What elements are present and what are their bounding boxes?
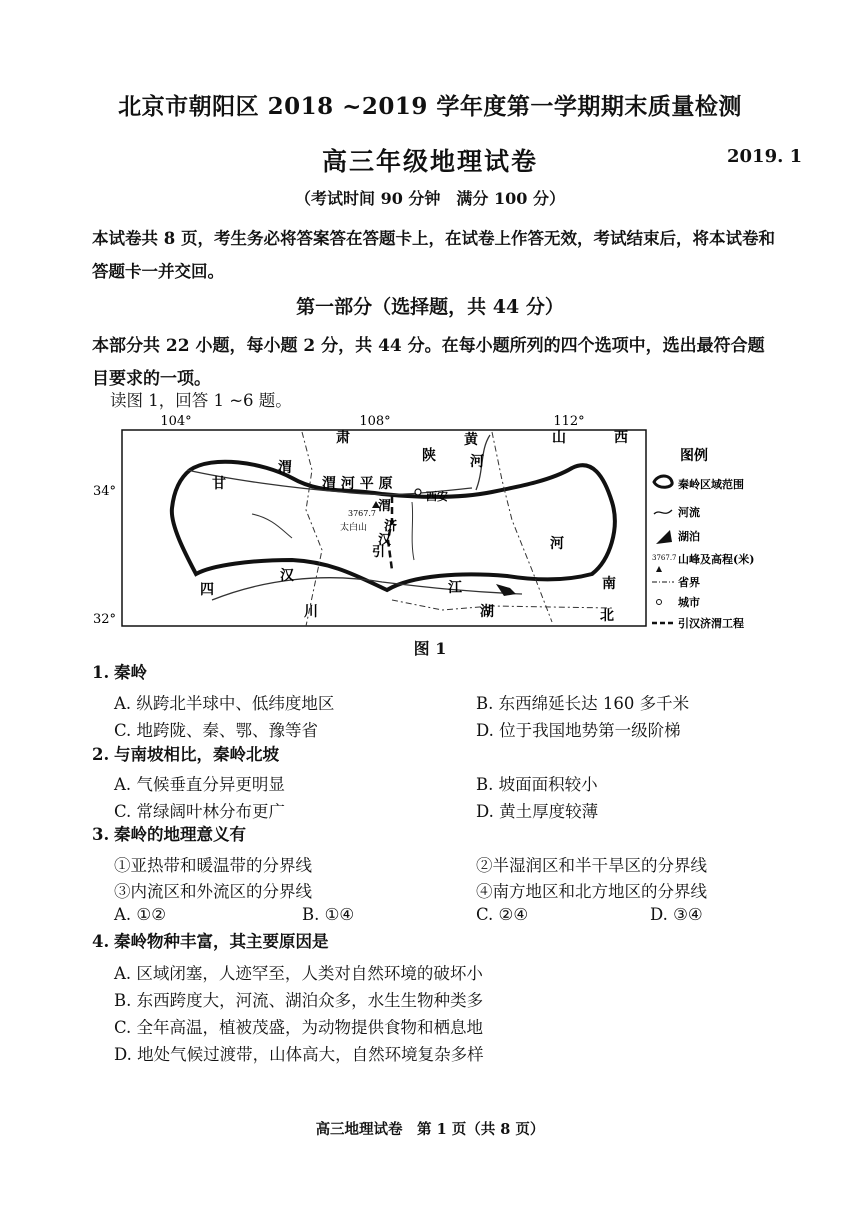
figure-caption: 图 1	[413, 639, 447, 658]
lon-label-104: 104°	[160, 414, 192, 429]
question-2-number: 2.	[92, 745, 110, 764]
legend-city-symbol	[657, 600, 662, 605]
legend-peak-label: 山峰及高程(米)	[678, 553, 755, 566]
question-3-statement-3: ③内流区和外流区的分界线	[114, 882, 312, 901]
question-4-option-c: C. 全年高温，植被茂盛，为动物提供食物和栖息地	[114, 1018, 484, 1037]
label-yin: 引	[372, 545, 386, 560]
legend-lake-symbol	[656, 530, 672, 544]
label-huang: 黄	[464, 432, 478, 448]
question-4-option-d: D. 地处气候过渡带，山体高大，自然环境复杂多样	[114, 1045, 484, 1064]
question-1-stem: 秦岭	[114, 663, 147, 682]
label-project-wei: 渭	[378, 499, 392, 514]
question-3-statement-4: ④南方地区和北方地区的分界线	[476, 882, 707, 901]
question-4-stem: 秦岭物种丰富，其主要原因是	[114, 932, 329, 951]
question-3-option-b: B. ①④	[302, 905, 355, 924]
label-ji: 济	[384, 519, 398, 534]
question-3-statement-2: ②半湿润区和半干旱区的分界线	[476, 856, 707, 875]
legend-title: 图例	[680, 448, 708, 464]
label-he-river: 河	[470, 454, 484, 470]
question-3-number: 3.	[92, 825, 110, 844]
question-4-number: 4.	[92, 932, 110, 951]
exam-instructions: 本试卷共 8 页，考生务必将答案答在答题卡上，在试卷上作答无效，考试结束后，将本试卷和答题卡一并交回。	[92, 229, 775, 281]
tributary-river	[412, 502, 414, 560]
question-4-option-b: B. 东西跨度大，河流、湖泊众多，水生生物种类多	[114, 991, 484, 1010]
tributary-river	[252, 514, 292, 538]
question-1-option-a: A. 纵跨北半球中、低纬度地区	[114, 694, 335, 713]
question-2-option-d: D. 黄土厚度较薄	[476, 802, 599, 821]
question-3-option-d: D. ③④	[650, 905, 703, 924]
lake-shape	[496, 584, 516, 596]
section-title: 第一部分（选择题，共 44 分）	[296, 296, 564, 318]
label-taibai-mountain: 太白山	[340, 523, 368, 533]
label-xi-shanxi: 西	[614, 430, 628, 446]
lon-label-108: 108°	[359, 414, 391, 429]
province-border	[392, 600, 612, 610]
exam-time-info: （考试时间 90 分钟 满分 100 分）	[295, 189, 565, 208]
question-2-stem: 与南坡相比，秦岭北坡	[114, 745, 279, 764]
legend-peak-symbol	[656, 566, 662, 572]
question-2-option-b: B. 坡面面积较小	[476, 775, 598, 794]
label-jiang: 江	[448, 580, 462, 596]
label-wei: 渭	[278, 460, 292, 476]
label-chuan: 川	[304, 604, 318, 620]
label-weihe-plain: 渭 河 平 原	[322, 476, 393, 492]
question-1-option-d: D. 位于我国地势第一级阶梯	[476, 721, 681, 740]
label-hu: 湖	[480, 604, 494, 620]
legend-lake-label: 湖泊	[678, 530, 700, 543]
map-figure	[92, 410, 782, 634]
legend-region-label: 秦岭区域范围	[678, 478, 744, 491]
lat-label-32: 32°	[93, 612, 117, 627]
exam-subtitle: 高三年级地理试卷	[321, 147, 538, 176]
label-xian: 西安	[426, 490, 448, 503]
label-han: 汉	[280, 568, 294, 584]
legend-border-label: 省界	[678, 576, 700, 589]
label-shaan: 陕	[422, 448, 436, 464]
label-shan: 山	[552, 430, 566, 446]
legend-region-symbol	[654, 476, 672, 487]
lon-label-112: 112°	[553, 414, 585, 429]
qinling-map	[92, 410, 782, 634]
city-xian-marker	[415, 489, 421, 495]
legend-peak-value: 3767.7	[652, 554, 677, 562]
page-footer: 高三地理试卷 第 1 页（共 8 页）	[315, 1121, 545, 1138]
exam-date: 2019. 1	[727, 146, 803, 167]
label-bei: 北	[600, 608, 614, 624]
question-1-number: 1.	[92, 663, 110, 682]
label-project-han: 汉	[378, 533, 392, 548]
question-2-option-a: A. 气候垂直分异更明显	[114, 775, 285, 794]
question-1-option-c: C. 地跨陇、秦、鄂、豫等省	[114, 721, 319, 740]
label-si: 四	[200, 582, 214, 598]
question-2-option-c: C. 常绿阔叶林分布更广	[114, 802, 286, 821]
legend-river-label: 河流	[678, 506, 700, 519]
section-description: 本部分共 22 小题，每小题 2 分，共 44 分。在每小题所列的四个选项中，选出最符合题目要求的一项。	[92, 336, 765, 389]
exam-header-title: 北京市朝阳区 2018 ~2019 学年度第一学期期末质量检测	[118, 93, 742, 120]
province-border	[302, 432, 322, 626]
label-he-henan: 河	[550, 536, 564, 552]
question-1-option-b: B. 东西绵延长达 160 多千米	[476, 694, 690, 713]
question-3-stem: 秦岭的地理意义有	[114, 825, 246, 844]
question-3-statement-1: ①亚热带和暖温带的分界线	[114, 856, 312, 875]
lat-label-34: 34°	[93, 484, 117, 499]
legend-city-label: 城市	[678, 596, 700, 609]
label-peak-elevation: 3767.7	[348, 509, 376, 518]
question-4-option-a: A. 区域闭塞，人迹罕至，人类对自然环境的破坏小	[114, 964, 483, 983]
label-su: 肃	[336, 430, 350, 446]
legend-project-label: 引汉济渭工程	[678, 617, 744, 630]
question-3-option-a: A. ①②	[114, 905, 166, 924]
legend-river-symbol	[654, 510, 672, 514]
question-3-option-c: C. ②④	[476, 905, 529, 924]
read-instruction: 读图 1，回答 1 ~6 题。	[110, 391, 292, 410]
label-nan: 南	[602, 576, 616, 592]
label-gan: 甘	[212, 476, 226, 492]
